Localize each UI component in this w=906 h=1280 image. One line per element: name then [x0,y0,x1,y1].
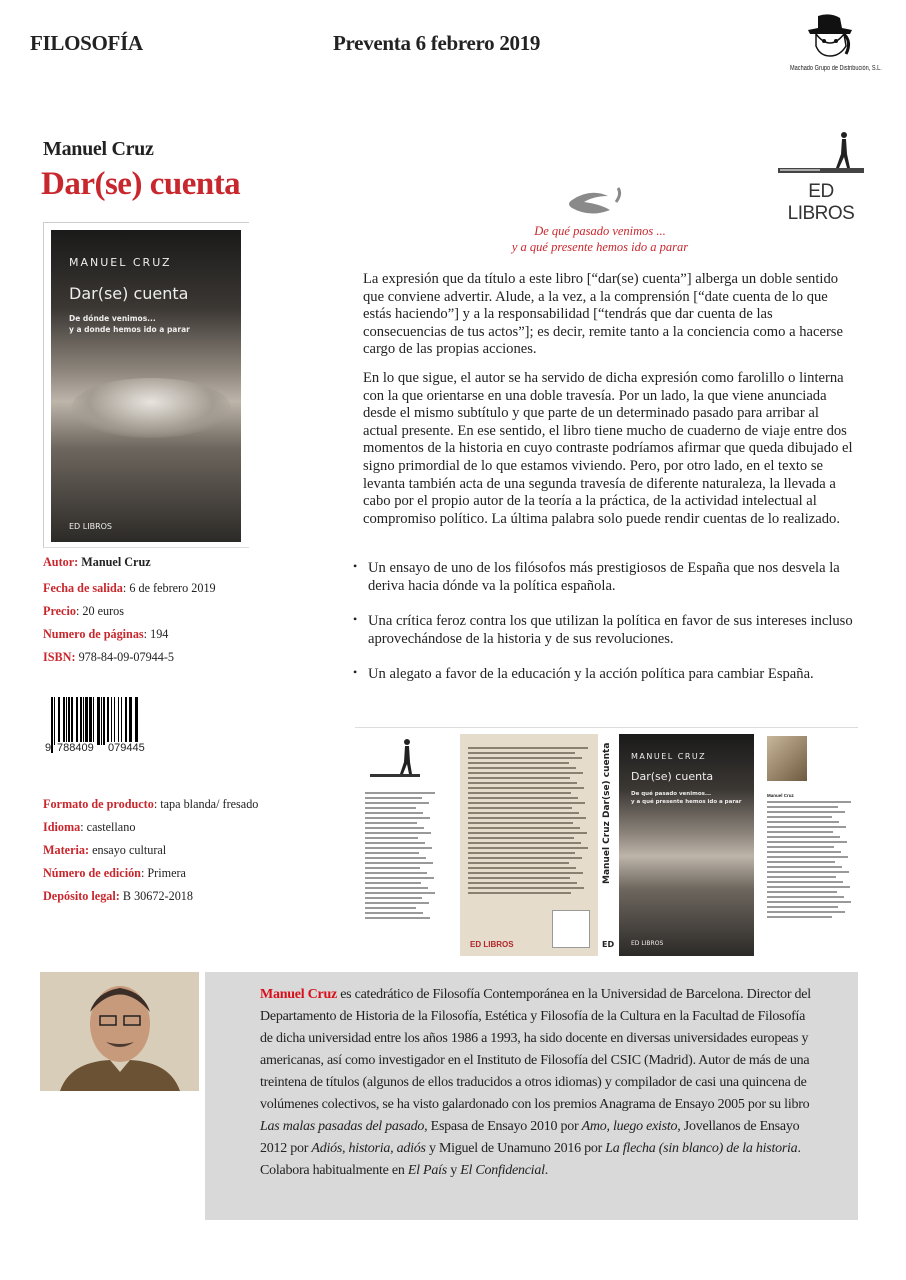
detail-price [43,604,124,619]
tagline-quote [480,186,720,255]
barcode-bar [76,697,78,745]
text-line [365,877,434,879]
barcode-bar [114,697,115,745]
front-subtitle-2: y a qué presente hemos ido a parar [631,799,742,805]
detail-pages [43,627,168,642]
barcode-bar [58,697,60,745]
book-author: Manuel Cruz [43,138,154,160]
bio-book-title: El Confidencial [460,1163,545,1178]
text-line [468,842,581,844]
hat-man-icon [800,12,860,60]
text-line [767,811,845,813]
barcode-bar [101,697,102,745]
feature-bullet: • Un alegato a favor de la educación y la acción política para cambiar España. [353,666,853,684]
barcode-bar [83,697,84,745]
text-line [365,832,431,834]
text-line [767,816,832,818]
cover-publisher: ED LIBROS [69,522,112,531]
text-line [365,837,418,839]
front-title: Dar(se) cuenta [631,770,714,783]
barcode-bar [71,697,73,745]
text-line [468,752,575,754]
detail-label: Numero de páginas [43,627,144,641]
bio-book-title: Adiós, historia, adiós [311,1141,426,1156]
description-paragraph: La expresión que da título a este libro [“dar(se) cuenta”] alberga un doble sentido que conviene advertir. Alude, a la vez, a la comprensión [“date cuenta de lo que estás haciendo”] y a la responsabilidad [“tendrás que dar cuenta de las consecuencias de tus actos”]; es decir, remite tanto a la conciencia como a hacerse cargo de las propias acciones. [363,271,843,358]
front-flap [767,736,855,956]
text-line [468,782,577,784]
walking-man-icon [776,130,866,176]
text-line [365,817,430,819]
detail-value: Manuel Cruz [78,555,151,569]
barcode-bar [107,697,109,745]
text-line [365,917,430,919]
text-line [767,806,838,808]
detail-label: Autor: [43,555,79,569]
barcode-bar [54,697,55,745]
text-line [468,852,575,854]
spine-title: Manuel Cruz Dar(se) cuenta [602,742,612,884]
bio-book-title: Las malas pasadas del pasado [260,1119,425,1134]
barcode-bar [89,697,92,745]
quote-line-1: De qué pasado venimos ... [534,224,666,238]
author-portrait [40,972,199,1091]
detail-value: B 30672-2018 [119,889,193,903]
bio-text: y Miguel de Unamuno 2016 por [425,1141,606,1156]
cover-author: MANUEL CRUZ [69,256,172,269]
text-line [468,892,571,894]
barcode-bar [125,697,127,745]
text-line [365,897,422,899]
text-line [767,841,847,843]
text-line [365,907,416,909]
detail-label: ISBN: [43,650,76,664]
barcode-group-2: 079445 [108,742,145,754]
publisher-logo [776,130,866,225]
text-line [468,777,570,779]
barcode-bar [111,697,112,745]
text-line [767,891,837,893]
isbn-barcode [45,697,165,759]
cover-subtitle-2: y a donde hemos ido a parar [69,325,190,334]
text-line [468,867,576,869]
text-line [365,812,423,814]
detail-release-date [43,581,216,596]
cover-subtitle-1: De dónde venimos... [69,314,156,323]
barcode-lead-digit: 9 [45,742,52,754]
back-flap [365,734,445,954]
detail-value: : tapa blanda/ fresado [153,797,259,811]
author-bio-box [205,972,858,1220]
text-line [365,862,433,864]
text-line [365,807,416,809]
flap-author-name: Manuel Cruz [767,793,794,798]
author-bio [260,984,820,1182]
barcode-bar [103,697,105,745]
detail-value: : 6 de febrero 2019 [122,581,216,595]
text-line [468,822,573,824]
text-line [767,836,840,838]
detail-label: Número de edición [43,866,141,880]
text-line [468,887,584,889]
bio-text: y [446,1163,461,1178]
text-line [468,872,583,874]
text-line [767,896,844,898]
text-line [365,842,425,844]
text-line [365,882,421,884]
barcode-bar [66,697,67,745]
text-line [365,872,427,874]
detail-subject [43,843,166,858]
detail-value: ensayo cultural [89,843,167,857]
text-line [365,827,424,829]
book-cover [43,222,249,548]
text-line [767,831,833,833]
barcode-bar [97,697,100,745]
detail-label: Idioma [43,820,81,834]
text-line [468,797,578,799]
front-publisher: ED LIBROS [631,940,664,947]
back-cover [460,734,598,956]
barcode-bar [51,697,53,753]
barcode-bar [129,697,132,745]
text-line [468,747,588,749]
bio-text: . Colabora habitualmente en [260,1141,801,1178]
distributor-logo [790,12,882,72]
text-line [468,772,583,774]
feature-bullet: • Una crítica feroz contra los que utilizan la política en favor de sus intereses incluso aprovechándose de la historia y de sus revoluciones. [353,613,853,648]
detail-language [43,820,135,835]
category-label: FILOSOFÍA [30,31,143,55]
text-line [767,861,835,863]
text-line [468,787,584,789]
barcode-group-1: 788409 [57,742,94,754]
barcode-bar [118,697,119,745]
bio-text: , Espasa de Ensayo 2010 por [424,1119,582,1134]
text-line [468,862,569,864]
cover-subtitle [69,313,190,335]
bio-book-title: El País [407,1163,447,1178]
detail-label: Fecha de salida [43,581,123,595]
detail-label: Materia: [43,843,90,857]
bio-text: es catedrático de Filosofía Contemporánea en la Universidad de Barcelona. Director del Departamento de Historia de la Filosofía, Estética y Filosofía de la Cultura en la Facultad de Filosofía de dicha universidad entre los años 1986 a 1993, ha sido docente en diversas universidades europeas y americanas, así como investigador en el Instituto de Filosofía del CSIC (Madrid). Autor de más de una treintena de títulos (algunos de ellos traducidos a otros idiomas) y compilador de casi una quincena de volúmenes colectivos, se ha visto galardonado con los premios Anagrama de Ensayo 2005 por su libro [260,987,811,1112]
detail-isbn [43,650,174,665]
front-subtitle-1: De qué pasado venimos... [631,791,712,797]
back-publisher: ED LIBROS [470,940,514,949]
text-line [468,882,577,884]
book-title: Dar(se) cuenta [41,166,241,202]
detail-value: : 194 [143,627,169,641]
cover-title: Dar(se) cuenta [69,284,189,303]
bio-text: , Jovellanos de Ensayo 2012 por [260,1119,800,1156]
front-author: MANUEL CRUZ [631,752,707,761]
quote-mark-icon [560,186,640,218]
text-line [365,802,429,804]
feature-bullet: • Un ensayo de uno de los filósofos más prestigiosos de España que nos desvela la deriva hacia dónde va la política española. [353,560,853,595]
text-line [767,846,834,848]
text-line [365,892,435,894]
bio-book-title: La flecha (sin blanco) de la historia [605,1141,798,1156]
barcode-bar [80,697,82,745]
text-line [365,852,419,854]
text-line [767,851,841,853]
text-line [767,876,836,878]
author-photo [40,972,199,1091]
text-line [767,886,850,888]
text-line [767,821,839,823]
text-line [365,847,432,849]
text-line [468,817,586,819]
text-line [767,906,838,908]
text-line [365,792,435,794]
detail-value: : 20 euros [75,604,125,618]
detail-label: Precio [43,604,76,618]
walking-man-icon [365,734,425,784]
detail-value: 978-84-09-07944-5 [75,650,175,664]
text-line [468,762,569,764]
text-line [767,911,845,913]
front-cover [619,734,754,956]
text-line [365,797,422,799]
detail-legal-deposit [43,889,193,904]
barcode-bar [68,697,70,745]
text-line [767,881,843,883]
text-line [468,832,587,834]
text-line [767,826,846,828]
detail-format [43,797,258,812]
barcode-bar [85,697,88,745]
text-line [365,867,420,869]
publisher-name: ED LIBROS [787,181,855,224]
text-line [365,822,417,824]
text-line [767,901,851,903]
text-line [468,827,580,829]
detail-value: : Primera [140,866,186,880]
detail-value: : castellano [80,820,136,834]
bio-text: . [544,1163,548,1178]
text-line [767,866,842,868]
text-line [468,857,582,859]
text-line [767,916,832,918]
text-line [365,902,429,904]
detail-label: Depósito legal: [43,889,120,903]
back-barcode [552,910,590,948]
spine-publisher: ED [602,940,615,949]
text-line [767,801,851,803]
cover-spread-image [355,727,858,959]
presale-date: Preventa 6 febrero 2019 [333,31,541,55]
text-line [468,757,582,759]
barcode-bar [121,697,122,745]
text-line [468,837,574,839]
text-line [468,802,585,804]
text-line [468,767,576,769]
text-line [767,871,849,873]
bio-author-name: Manuel Cruz [260,987,337,1002]
front-subtitle [631,790,741,806]
flap-author-photo [767,736,807,781]
text-line [767,856,848,858]
detail-author [43,555,151,570]
bio-book-title: Amo, luego existo [581,1119,678,1134]
text-line [468,812,579,814]
text-line [365,887,428,889]
text-line [468,792,571,794]
description-paragraph: En lo que sigue, el autor se ha servido de dicha expresión como farolillo o linterna con la que orientarse en una doble travesía. Por un lado, la que viene anunciada desde el mismo subtítulo y que parte de un determinado pasado para arribar al actual presente. En ese sentido, el libro tiene mucho de cuaderno de viaje entre dos momentos de la historia en cuyo contraste podríamos afirmar que queda dibujado el signo primordial de lo que estamos viviendo. Pero, por otro lado, en el texto se levanta también acta de una segunda travesía de diferente naturaleza, la llevada a cabo por el propio autor de la teoría a la práctica, de la actividad intelectual al compromiso político. La última palabra solo puede rendir cuentas de lo realizado. [363,370,853,527]
text-line [468,807,572,809]
detail-label: Formato de producto [43,797,154,811]
quote-line-2: y a qué presente hemos ido a parar [511,240,689,254]
barcode-bar [63,697,65,745]
text-line [468,847,588,849]
distributor-name: Machado Grupo de Distribución, S.L. [790,65,882,72]
text-line [468,877,570,879]
text-line [365,857,426,859]
text-line [365,912,423,914]
spine [600,734,618,956]
cloud-image [71,378,231,438]
detail-edition [43,866,186,881]
